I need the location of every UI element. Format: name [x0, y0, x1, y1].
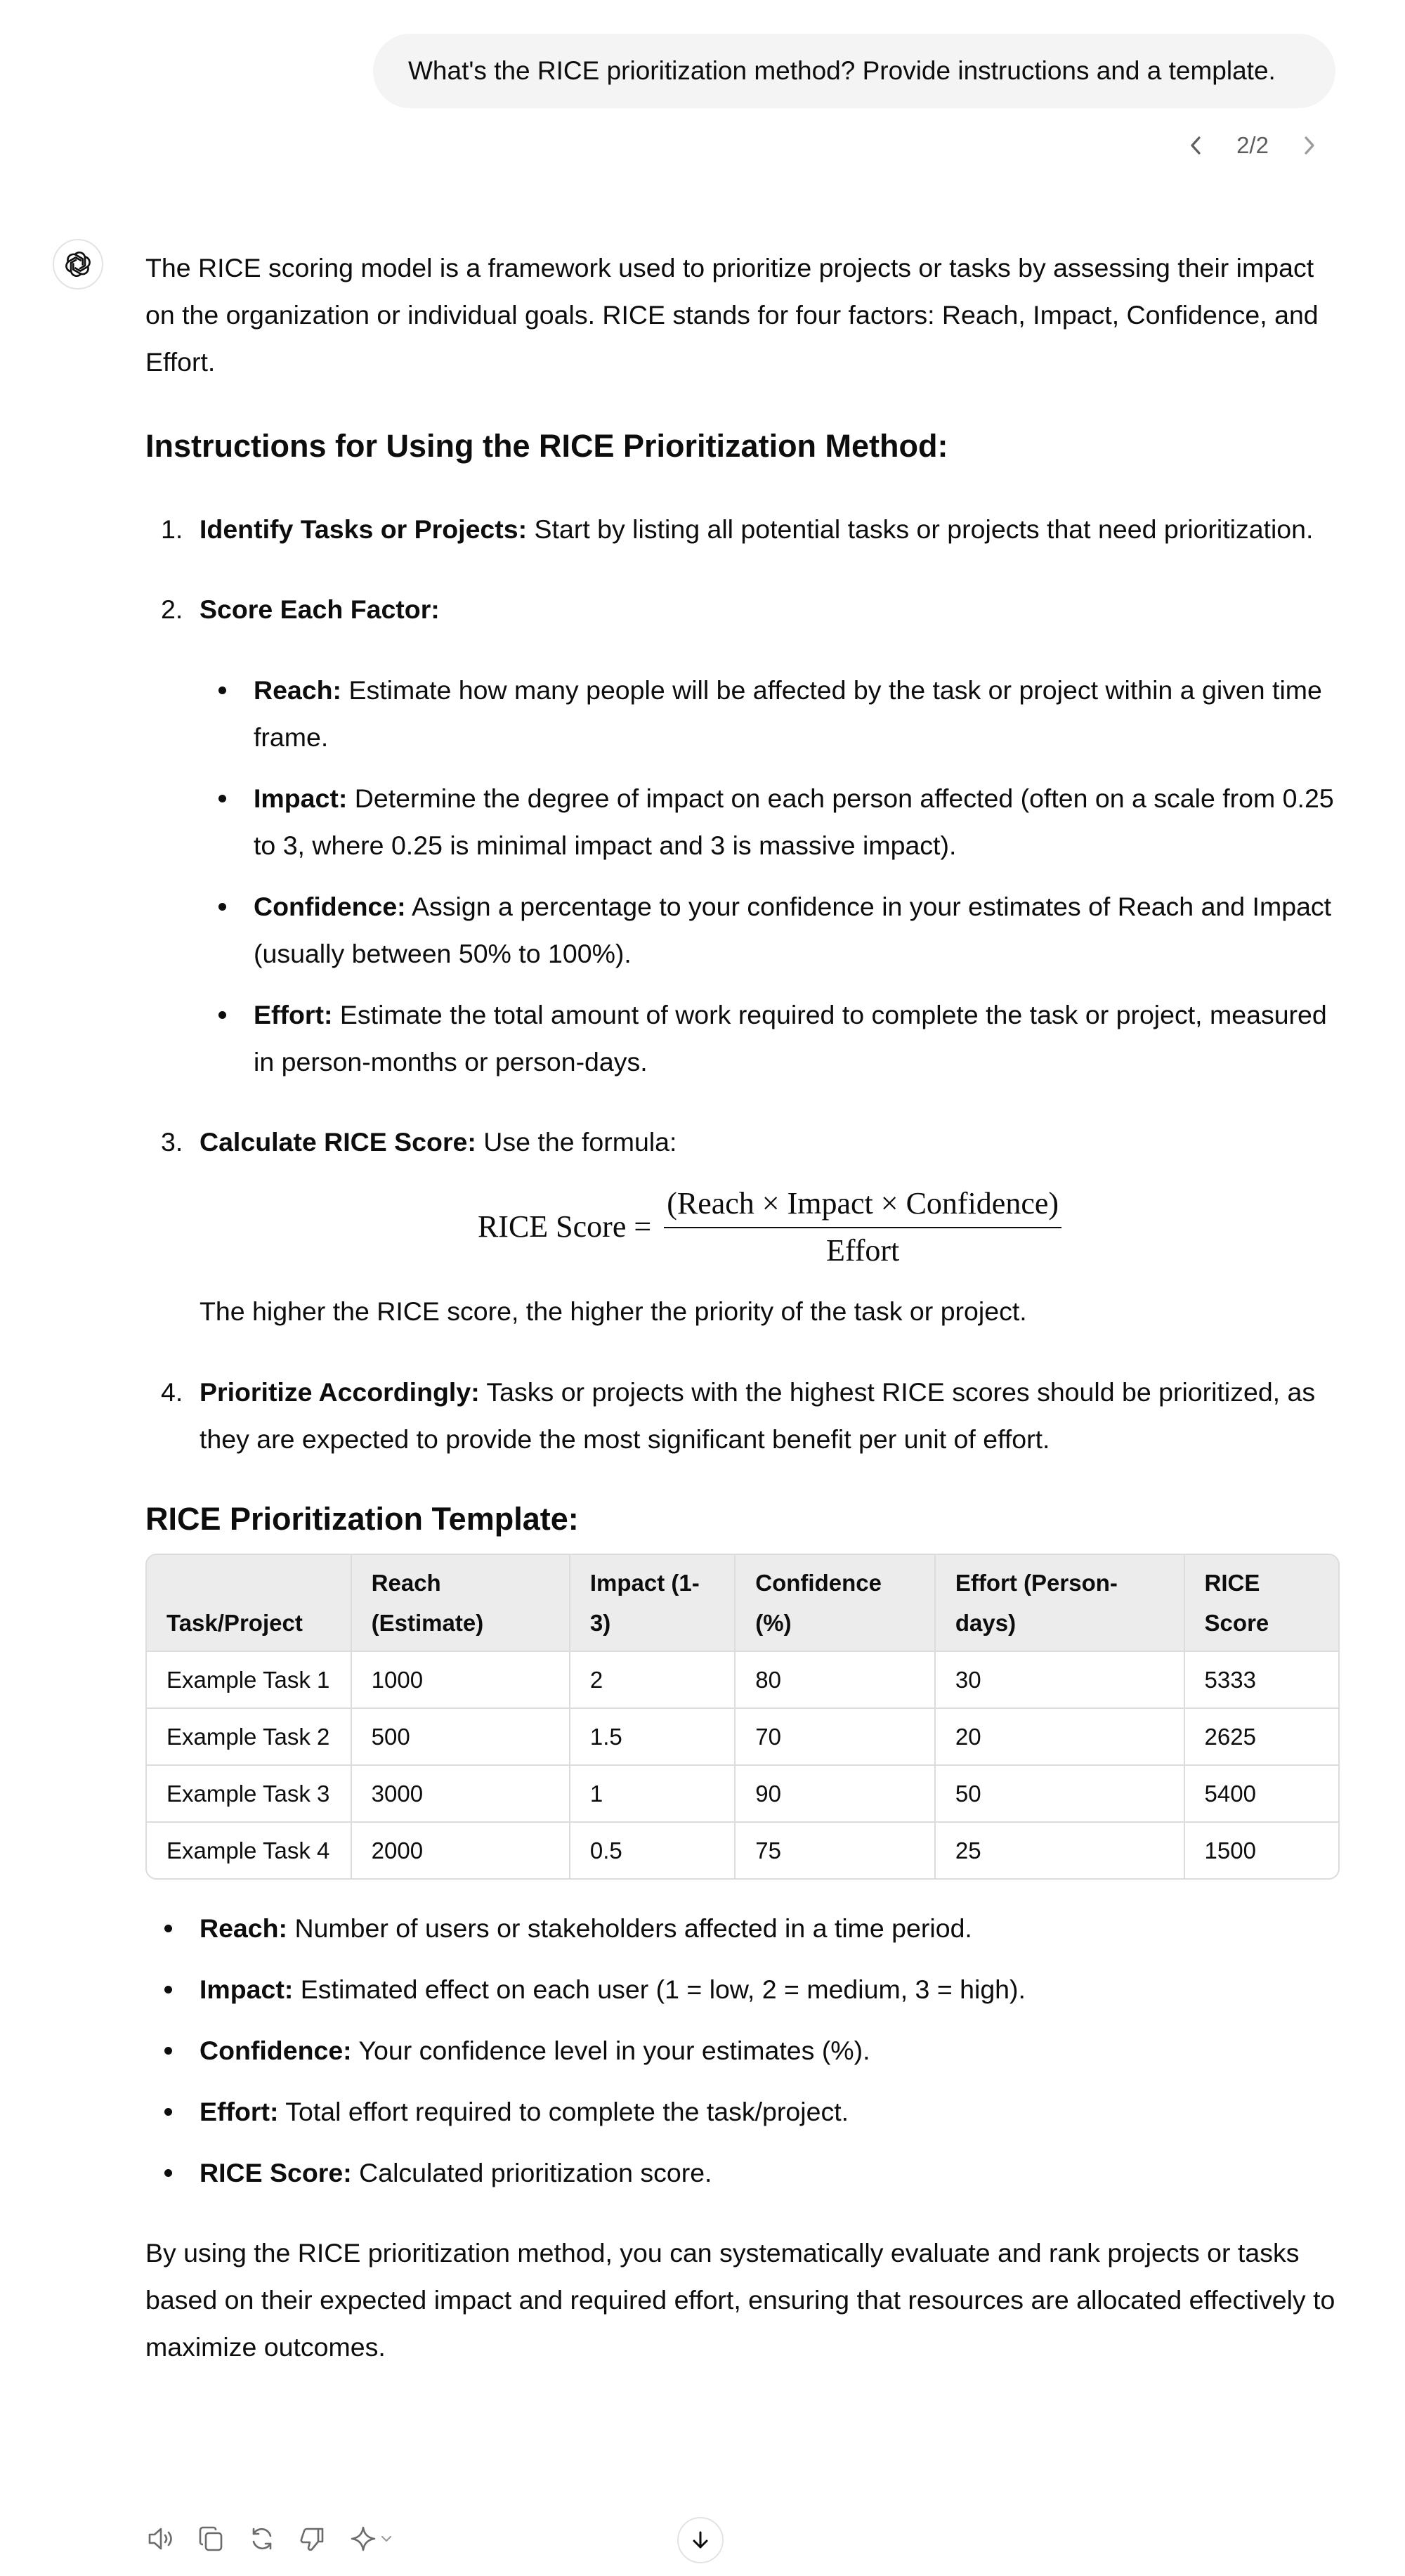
- table-cell: 20: [935, 1708, 1184, 1765]
- table-cell: 0.5: [570, 1822, 735, 1878]
- table-header-row: [147, 1555, 1338, 1651]
- table-cell: 90: [735, 1765, 935, 1822]
- chevron-down-icon: [379, 2531, 394, 2546]
- factor-confidence: Confidence: Assign a percentage to your confidence in your estimates of Reach and Impact (usually between 50% to 100%).: [200, 883, 1340, 977]
- model-switch-button[interactable]: [346, 2523, 396, 2556]
- template-heading: RICE Prioritization Template:: [145, 1500, 579, 1537]
- table-cell: 80: [735, 1651, 935, 1708]
- thumbs-down-icon: [297, 2523, 328, 2554]
- intro-paragraph: The RICE scoring model is a framework used to prioritize projects or tasks by assessing their impact on the organization or individual goals. RICE stands for four factors: Reach, Impact, Confidence, and Effort.: [145, 253, 1319, 377]
- table-cell: 5333: [1184, 1651, 1338, 1708]
- table-cell: 1: [570, 1765, 735, 1822]
- col-header-impact: Impact (1-3): [570, 1555, 735, 1651]
- formula-lhs: RICE Score =: [477, 1209, 652, 1244]
- thumbs-down-button[interactable]: [296, 2523, 329, 2556]
- sparkle-icon: [348, 2523, 379, 2554]
- table-cell: 50: [935, 1765, 1184, 1822]
- table-cell: 2000: [351, 1822, 570, 1878]
- table-row: [147, 1708, 1338, 1765]
- col-header-confidence: Confidence (%): [735, 1555, 935, 1651]
- assistant-avatar: [53, 239, 103, 290]
- next-response-button[interactable]: [1298, 134, 1319, 157]
- message-actions: [144, 2521, 396, 2556]
- rice-formula: [200, 1185, 1340, 1270]
- table-cell: Example Task 3: [147, 1765, 351, 1822]
- legend-confidence: Confidence: Your confidence level in your estimates (%).: [145, 2027, 1340, 2074]
- rice-template-table: [145, 1554, 1340, 1880]
- table-cell: 75: [735, 1822, 935, 1878]
- formula-numerator: (Reach × Impact × Confidence): [664, 1185, 1061, 1228]
- read-aloud-button[interactable]: [144, 2523, 177, 2556]
- col-header-task: Task/Project: [147, 1555, 351, 1651]
- copy-icon: [196, 2523, 227, 2554]
- arrow-down-icon: [688, 2528, 713, 2553]
- chevron-right-icon: [1298, 134, 1319, 157]
- user-message-text: What's the RICE prioritization method? Provide instructions and a template.: [408, 56, 1276, 85]
- table-row: [147, 1765, 1338, 1822]
- table-cell: 30: [935, 1651, 1184, 1708]
- step-3: 3. Calculate RICE Score: Use the formula:: [161, 1127, 677, 1157]
- factor-reach: Reach: Estimate how many people will be affected by the task or project within a given time frame.: [200, 667, 1340, 761]
- conclusion-paragraph: By using the RICE prioritization method, you can systematically evaluate and rank projects or tasks based on their expected impact and required effort, ensuring that resources are allocated effectively to maximize outcomes.: [145, 2237, 1335, 2362]
- previous-response-button[interactable]: [1186, 134, 1207, 157]
- step-1: 1. Identify Tasks or Projects: Start by listing all potential tasks or projects that need prioritization.: [161, 514, 1314, 544]
- copy-button[interactable]: [195, 2523, 228, 2556]
- step-3-note: The higher the RICE score, the higher the priority of the task or project.: [200, 1296, 1027, 1326]
- table-cell: 500: [351, 1708, 570, 1765]
- formula-denominator: Effort: [825, 1232, 900, 1268]
- table-cell: Example Task 4: [147, 1822, 351, 1878]
- factor-impact: Impact: Determine the degree of impact on each person affected (often on a scale from 0.25 to 3, where 0.25 is minimal impact and 3 is massive impact).: [200, 775, 1340, 869]
- col-header-reach: Reach (Estimate): [351, 1555, 570, 1651]
- table-cell: Example Task 1: [147, 1651, 351, 1708]
- assistant-message: [145, 245, 1340, 2371]
- refresh-icon: [247, 2523, 277, 2554]
- legend-reach: Reach: Number of users or stakeholders affected in a time period.: [145, 1905, 1340, 1952]
- table-cell: 2625: [1184, 1708, 1338, 1765]
- table-row: [147, 1822, 1338, 1878]
- openai-logo-icon: [63, 249, 93, 280]
- step-2: 2. Score Each Factor:: [161, 594, 440, 624]
- response-pager: [1186, 128, 1319, 163]
- table-cell: 70: [735, 1708, 935, 1765]
- table-cell: 25: [935, 1822, 1184, 1878]
- pager-label: 2/2: [1236, 132, 1269, 158]
- user-message-bubble: [373, 34, 1335, 108]
- table-cell: Example Task 2: [147, 1708, 351, 1765]
- scroll-to-bottom-button[interactable]: [677, 2517, 724, 2563]
- legend-impact: Impact: Estimated effect on each user (1 = low, 2 = medium, 3 = high).: [145, 1966, 1340, 2013]
- speaker-icon: [145, 2523, 176, 2554]
- col-header-rice-score: RICE Score: [1184, 1555, 1338, 1651]
- table-cell: 1500: [1204, 1837, 1256, 1863]
- legend-effort: Effort: Total effort required to complete the task/project.: [145, 2088, 1340, 2135]
- chevron-left-icon: [1186, 134, 1207, 157]
- table-cell: 1.5: [570, 1708, 735, 1765]
- table-cell: 3000: [351, 1765, 570, 1822]
- instructions-heading: Instructions for Using the RICE Prioritization Method:: [145, 428, 948, 464]
- table-cell: 2: [570, 1651, 735, 1708]
- table-cell: 1000: [351, 1651, 570, 1708]
- regenerate-button[interactable]: [245, 2523, 278, 2556]
- step-4: 4. Prioritize Accordingly: Tasks or projects with the highest RICE scores should be prioritized, as they are expected to provide the most significant benefit per unit of effort.: [161, 1377, 1316, 1454]
- table-cell: 5400: [1184, 1765, 1338, 1822]
- col-header-effort: Effort (Person-days): [935, 1555, 1184, 1651]
- table-row: [147, 1651, 1338, 1708]
- legend-list: [145, 1905, 1340, 2197]
- factor-effort: Effort: Estimate the total amount of work required to complete the task or project, measured in person-months or person-days.: [200, 991, 1340, 1086]
- legend-rice-score: RICE Score: Calculated prioritization score.: [145, 2149, 1340, 2197]
